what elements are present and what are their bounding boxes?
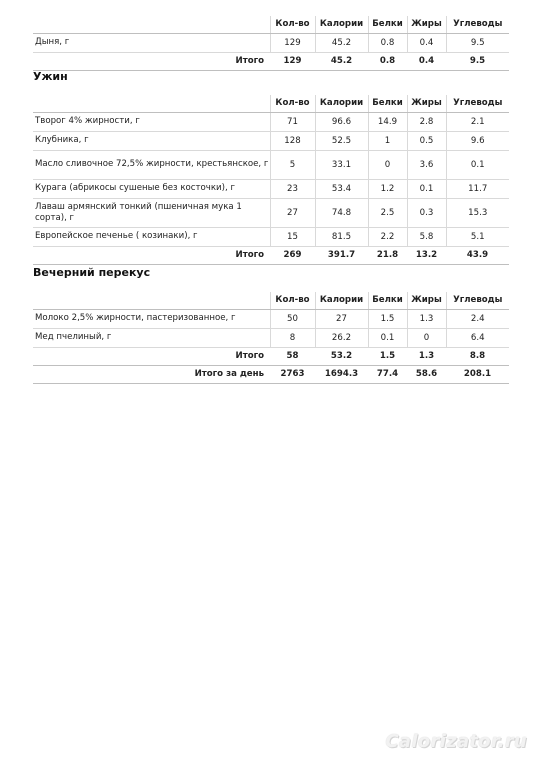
dinner-title: Ужин — [33, 70, 68, 83]
qty-cell: 8 — [270, 328, 315, 347]
total-fat: 13.2 — [407, 246, 446, 264]
header-kcal: Калории — [315, 16, 368, 33]
total-qty: 269 — [270, 246, 315, 264]
fat-cell: 0 — [407, 328, 446, 347]
day-total-carbs: 208.1 — [446, 365, 509, 383]
header-kcal: Калории — [315, 95, 368, 112]
table-row — [33, 328, 509, 347]
header-blank — [33, 95, 270, 112]
carbs-cell: 6.4 — [446, 328, 509, 347]
total-protein: 1.5 — [368, 347, 407, 365]
qty-cell: 15 — [270, 227, 315, 246]
table-row — [33, 198, 509, 227]
header-qty: Кол-во — [270, 16, 315, 33]
total-carbs: 43.9 — [446, 246, 509, 264]
food-name: Масло сливочное 72,5% жирности, крестьянское, г — [33, 150, 270, 179]
qty-cell: 71 — [270, 112, 315, 131]
header-fat: Жиры — [407, 95, 446, 112]
total-fat: 1.3 — [407, 347, 446, 365]
fat-cell: 5.8 — [407, 227, 446, 246]
carbs-cell: 9.5 — [446, 33, 509, 52]
protein-cell: 1.2 — [368, 179, 407, 198]
food-name: Лаваш армянский тонкий (пшеничная мука 1 сорта), г — [33, 198, 270, 227]
kcal-cell: 52.5 — [315, 131, 368, 150]
header-carbs: Углеводы — [446, 95, 509, 112]
site-watermark: Calorizator.ru — [385, 731, 527, 752]
header-blank — [33, 16, 270, 33]
table-header-row — [33, 95, 509, 112]
total-label: Итого — [33, 52, 270, 70]
protein-cell: 0.8 — [368, 33, 407, 52]
total-protein: 0.8 — [368, 52, 407, 70]
header-protein: Белки — [368, 292, 407, 309]
evening-snack-table — [33, 292, 509, 384]
total-kcal: 45.2 — [315, 52, 368, 70]
total-row — [33, 52, 509, 70]
header-carbs: Углеводы — [446, 16, 509, 33]
protein-cell: 1 — [368, 131, 407, 150]
carbs-cell: 9.6 — [446, 131, 509, 150]
header-protein: Белки — [368, 95, 407, 112]
protein-cell: 14.9 — [368, 112, 407, 131]
table-row — [33, 227, 509, 246]
snack-table — [33, 16, 509, 71]
fat-cell: 0.3 — [407, 198, 446, 227]
food-name: Мед пчелиный, г — [33, 328, 270, 347]
header-fat: Жиры — [407, 292, 446, 309]
kcal-cell: 26.2 — [315, 328, 368, 347]
qty-cell: 50 — [270, 309, 315, 328]
kcal-cell: 45.2 — [315, 33, 368, 52]
kcal-cell: 74.8 — [315, 198, 368, 227]
table-row — [33, 112, 509, 131]
kcal-cell: 33.1 — [315, 150, 368, 179]
qty-cell: 27 — [270, 198, 315, 227]
carbs-cell: 2.1 — [446, 112, 509, 131]
food-name: Молоко 2,5% жирности, пастеризованное, г — [33, 309, 270, 328]
total-carbs: 8.8 — [446, 347, 509, 365]
header-blank — [33, 292, 270, 309]
protein-cell: 0.1 — [368, 328, 407, 347]
carbs-cell: 11.7 — [446, 179, 509, 198]
kcal-cell: 53.4 — [315, 179, 368, 198]
table-row — [33, 309, 509, 328]
kcal-cell: 96.6 — [315, 112, 368, 131]
dinner-table — [33, 95, 509, 265]
kcal-cell: 27 — [315, 309, 368, 328]
carbs-cell: 0.1 — [446, 150, 509, 179]
total-carbs: 9.5 — [446, 52, 509, 70]
carbs-cell: 15.3 — [446, 198, 509, 227]
food-name: Курага (абрикосы сушеные без косточки), г — [33, 179, 270, 198]
kcal-cell: 81.5 — [315, 227, 368, 246]
header-qty: Кол-во — [270, 292, 315, 309]
protein-cell: 0 — [368, 150, 407, 179]
table-row — [33, 33, 509, 52]
carbs-cell: 2.4 — [446, 309, 509, 328]
table-header-row — [33, 16, 509, 33]
table-row — [33, 150, 509, 179]
total-qty: 129 — [270, 52, 315, 70]
day-total-fat: 58.6 — [407, 365, 446, 383]
fat-cell: 0.4 — [407, 33, 446, 52]
fat-cell: 3.6 — [407, 150, 446, 179]
header-qty: Кол-во — [270, 95, 315, 112]
total-label: Итого — [33, 347, 270, 365]
qty-cell: 128 — [270, 131, 315, 150]
food-name: Клубника, г — [33, 131, 270, 150]
total-row — [33, 347, 509, 365]
protein-cell: 2.2 — [368, 227, 407, 246]
total-kcal: 53.2 — [315, 347, 368, 365]
food-name: Европейское печенье ( козинаки), г — [33, 227, 270, 246]
header-protein: Белки — [368, 16, 407, 33]
food-name: Дыня, г — [33, 33, 270, 52]
carbs-cell: 5.1 — [446, 227, 509, 246]
table-row — [33, 179, 509, 198]
food-name: Творог 4% жирности, г — [33, 112, 270, 131]
fat-cell: 2.8 — [407, 112, 446, 131]
qty-cell: 129 — [270, 33, 315, 52]
qty-cell: 23 — [270, 179, 315, 198]
evening-snack-title: Вечерний перекус — [33, 266, 151, 279]
qty-cell: 5 — [270, 150, 315, 179]
total-qty: 58 — [270, 347, 315, 365]
header-fat: Жиры — [407, 16, 446, 33]
table-row — [33, 131, 509, 150]
total-fat: 0.4 — [407, 52, 446, 70]
header-carbs: Углеводы — [446, 292, 509, 309]
fat-cell: 0.5 — [407, 131, 446, 150]
total-label: Итого — [33, 246, 270, 264]
protein-cell: 2.5 — [368, 198, 407, 227]
fat-cell: 0.1 — [407, 179, 446, 198]
total-protein: 21.8 — [368, 246, 407, 264]
day-total-row — [33, 365, 509, 383]
header-kcal: Калории — [315, 292, 368, 309]
fat-cell: 1.3 — [407, 309, 446, 328]
table-header-row — [33, 292, 509, 309]
total-kcal: 391.7 — [315, 246, 368, 264]
day-total-qty: 2763 — [270, 365, 315, 383]
day-total-kcal: 1694.3 — [315, 365, 368, 383]
day-total-label: Итого за день — [33, 365, 270, 383]
protein-cell: 1.5 — [368, 309, 407, 328]
day-total-protein: 77.4 — [368, 365, 407, 383]
total-row — [33, 246, 509, 264]
